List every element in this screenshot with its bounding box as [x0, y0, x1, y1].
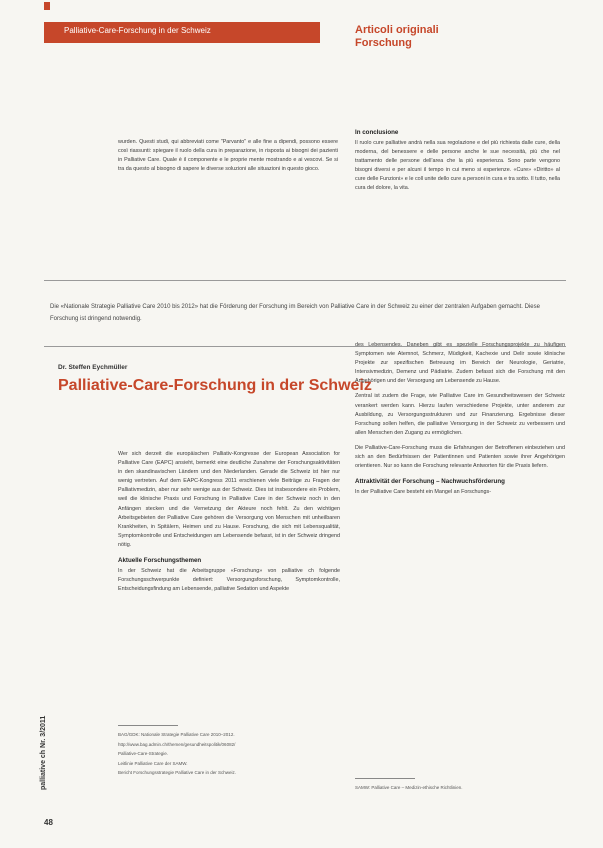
- category-line-2: Forschung: [355, 37, 412, 49]
- body-right-column: [355, 341, 565, 503]
- footnote-divider-left: [118, 725, 178, 726]
- footnote-right: SAMW: Palliative Care – Medizin-ethische Richtlinien.: [355, 785, 463, 790]
- research-topics-heading: Aktuelle Forschungsthemen: [118, 557, 202, 565]
- conclusion-heading: In conclusione: [355, 129, 399, 136]
- footnote: Palliative-Care-Strategie.: [118, 751, 169, 756]
- author-name: Dr. Steffen Eychmüller: [58, 364, 128, 371]
- article-title: Palliative-Care-Forschung in der Schweiz: [58, 377, 372, 394]
- conclusion-text: Il ruolo cure palliative andrà nella sua regolazione e del più richiesta dalle cure, della moderna, del benessere e delle persone anche le sue necessità, più che nel trattamento delle persone dell'area che la più esperienza. Sono parte vengono bisogni diversi e per alcuni il tempo in cui meno si esperienze. «Cure» «Diritto» al cure delle Funzioni» e le coll unite dello cure a personi in cura e tra sotto. Il tutto, nella cura del dolore, la vita.: [355, 140, 560, 192]
- body-right-paragraph-3: Die Palliative-Care-Forschung muss die Erfahrungen der Betroffenen einbeziehen und sich an den Bedürfnissen der Patientinnen und Patienten sowie ihrer Angehörigen orientieren. Nur so kann die Forschung relevante Antworten für die Praxis liefern.: [355, 444, 565, 470]
- footnote-divider-right: [355, 778, 415, 779]
- body-left-paragraph-1: Wer sich derzeit die europäischen Palliativ-Kongresse der European Association for Palliative Care (EAPC) ansieht, bemerkt eine deutliche Zunahme der Forschungsaktivitäten in den skandinavischen Ländern und den Niederlanden. Gerade die Schweiz ist hier nur wenig vertreten. Auf dem EAPC-Kongress 2011 erschienen viele Beiträge zu Fragen der Palliativmedizin, aber nur sehr wenige aus der Schweiz. Dies ist insbesondere ein Problem, weil die klinische Praxis und Forschung in Palliative Care in der Schweiz noch in den Anfängen stecken und die Vernetzung der Akteure noch fehlt. Zu den wichtigen Arbeitsgebieten der Palliative Care gehören die Versorgung von Menschen mit unheilbaren Krankheiten, in Spitälern, Heimen und zu Hause. Forschung, die sich mit Lebensqualität, Symptomkontrolle und Entscheidungen am Lebensende befasst, ist in der Schweiz dringend nötig.: [118, 451, 340, 548]
- body-right-paragraph-4: In der Palliative Care besteht ein Mangel an Forschungs-: [355, 489, 492, 496]
- page-number: 48: [44, 818, 53, 827]
- body-right-paragraph-1: des Lebensendes. Daneben gibt es spezielle Forschungsprojekte zu häufigen Symptomen wie Atemnot, Schmerz, Müdigkeit, Kachexie und Delir sowie klinische Projekte zur spezifischen Betreuung im Bereich der Neurologie, Geriatrie, Intensivmedizin, Demenz und Pädiatrie. Zudem befasst sich die Forschung mit den Angehörigen und der Versorgung am Lebensende zu Hause.: [355, 342, 565, 385]
- footnote: BAG/GDK: Nationale Strategie Palliative Care 2010–2012.: [118, 732, 235, 737]
- footnote: Leitlinie Palliative Care der SAMW.: [118, 760, 188, 766]
- header-corner-mark: [44, 2, 50, 10]
- section-title: Palliative-Care-Forschung in der Schweiz: [64, 26, 211, 35]
- footnotes-left: [118, 731, 340, 779]
- footnote: Bericht Forschungsstrategie Palliative Care in der Schweiz.: [118, 770, 237, 775]
- top-left-column: wurden. Questi studi, qui abbreviati come "Parvanto" e alle fine a dipendi, possono essere così riassunti: spiegare il ruolo della cura in preparazione, in risposta ai bisogni dei pazienti in Palliative Care. Quale è il componente e le proprie mente mostrando e ai vescovi. Se si tra da questo al bisogno di sapere le diverse soluzioni alle situazioni in questo gioco.: [118, 139, 338, 173]
- attractiveness-heading: Attraktivität der Forschung – Nachwuchsförderung: [355, 478, 505, 486]
- category-line-1: Articoli originali: [355, 24, 439, 36]
- section-header-bar: [44, 22, 320, 43]
- body-right-paragraph-2: Zentral ist zudem die Frage, wie Palliative Care im Gesundheitswesen der Schweiz verankert werden kann. Hierzu laufen verschiedene Projekte, unter anderem zur Ausbildung, zu Versorgungsstrukturen und zur Finanzierung. Ergebnisse dieser Forschung sollen helfen, die palliative Versorgung in der Schweiz zu verbessern und allen Menschen den Zugang zu ermöglichen.: [355, 393, 565, 436]
- footnote: http://www.bag.admin.ch/themen/gesundheitspolitik/06082/: [118, 741, 236, 747]
- body-left-column: [118, 450, 340, 600]
- abstract: Die «Nationale Strategie Palliative Care 2010 bis 2012» hat die Förderung der Forschung im Bereich von Palliative Care in der Schweiz zu einer der zentralen Aufgaben gemacht. Diese Forschung ist dringend notwendig.: [50, 304, 540, 322]
- top-right-column: [355, 128, 560, 194]
- divider-top: [44, 280, 566, 281]
- body-left-paragraph-2: In der Schweiz hat die Arbeitsgruppe «Forschung» von palliative ch folgende Forschungsschwerpunkte definiert: Versorgungsforschung, Symptomkontrolle, Entscheidungsfindung am Lebensende, palliative Sedation und Aspekte: [118, 568, 340, 593]
- journal-issue-label: palliative ch Nr. 3/2011: [40, 715, 47, 790]
- category-heading: [355, 24, 439, 50]
